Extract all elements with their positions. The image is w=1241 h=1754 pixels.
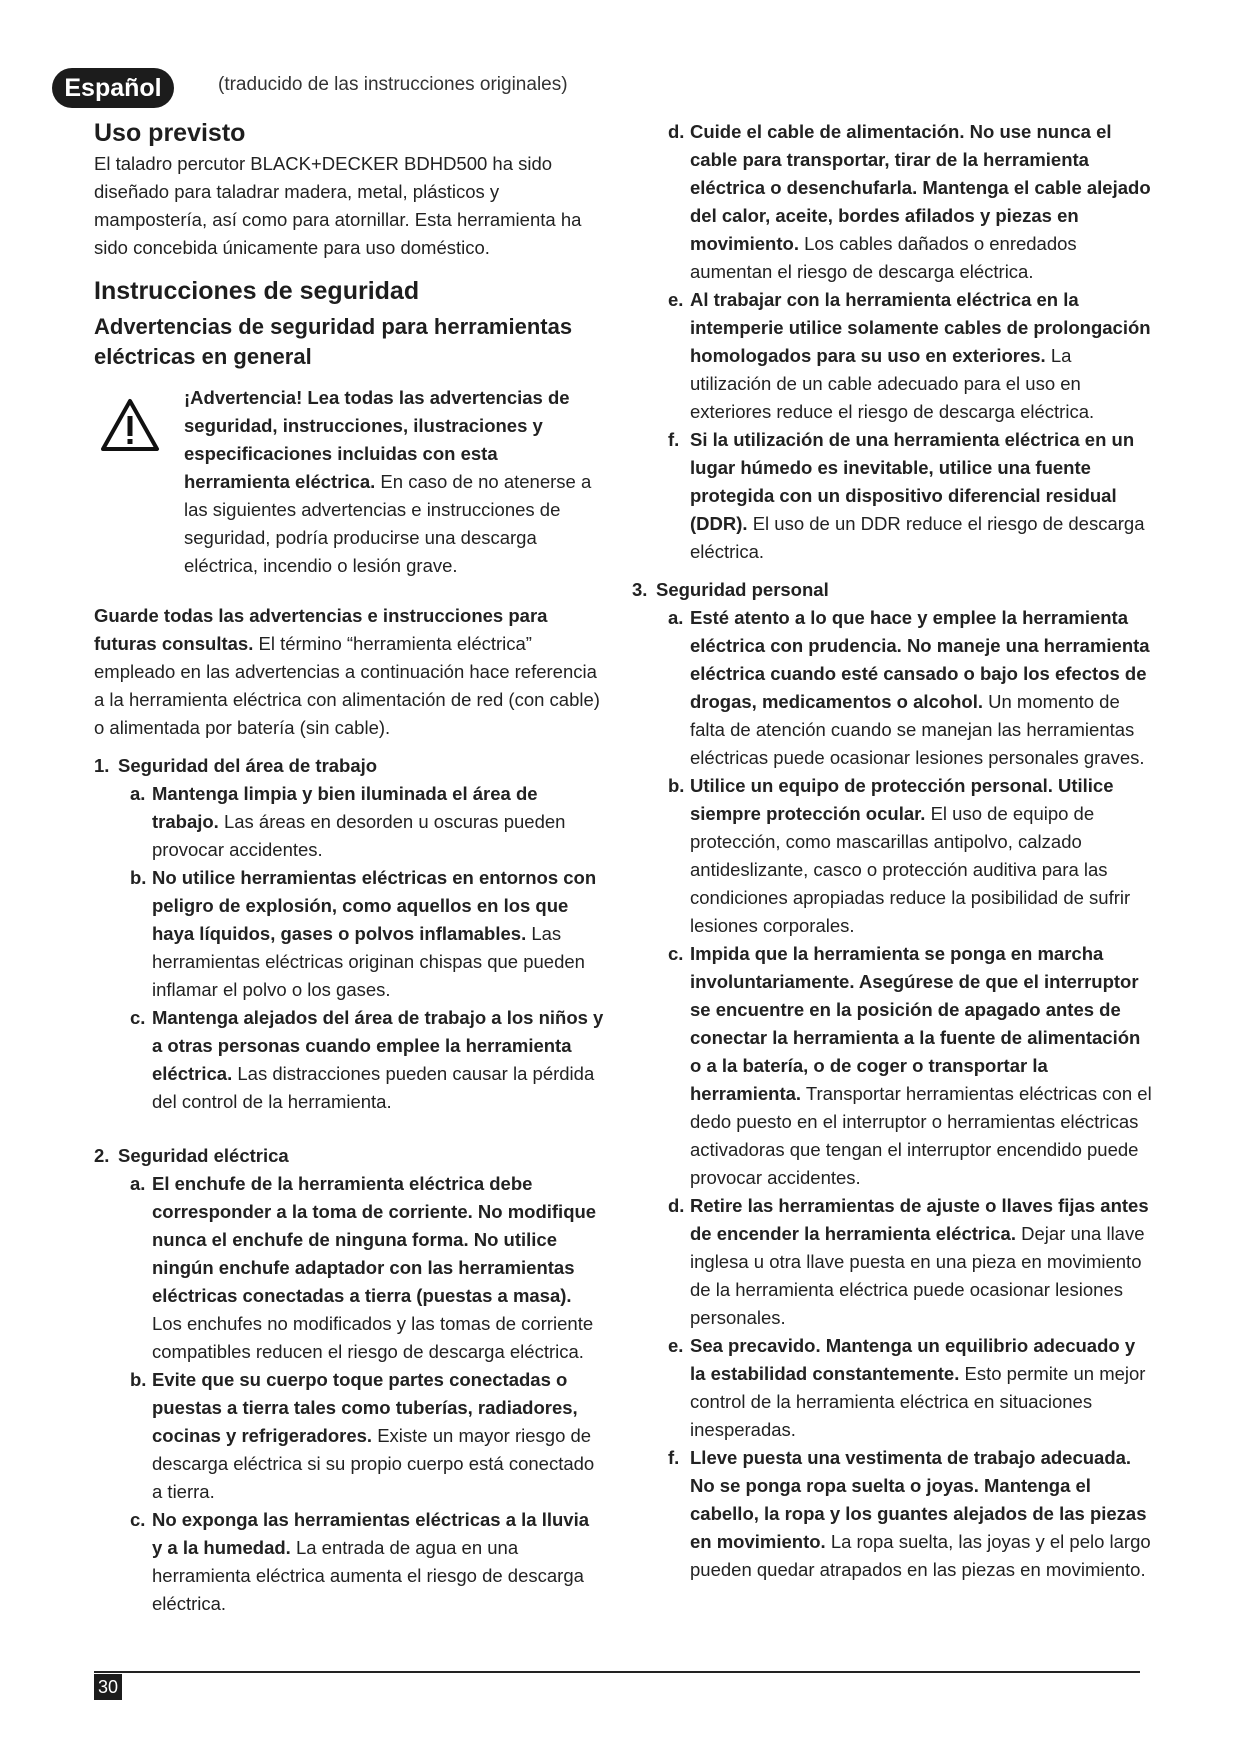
list-item	[632, 286, 1152, 426]
item-letter: d.	[668, 121, 685, 142]
item-letter: c.	[130, 1007, 146, 1028]
item-bold: Cuide el cable de alimentación. No use nunca el cable para transportar, tirar de la herramienta eléctrica o desenchufarla. Mantenga el cable alejado del calor, aceite, bordes afilados y piezas en movimiento.	[690, 121, 1151, 254]
item-bold: Impida que la herramienta se ponga en marcha involuntariamente. Asegúrese de que el interruptor se encuentre en la posición de apagado antes de conectar la herramienta a la fuente de alimentación o a la batería, o de coger o transportar la herramienta.	[690, 943, 1141, 1104]
item-bold: Lleve puesta una vestimenta de trabajo adecuada. No se ponga ropa suelta o joyas. Mantenga el cabello, la ropa y los guantes alejados de las piezas en movimiento.	[690, 1447, 1147, 1552]
section-3-heading	[632, 576, 1152, 604]
item-letter: a.	[668, 607, 684, 628]
item-letter: b.	[668, 775, 685, 796]
item-bold: No utilice herramientas eléctricas en entornos con peligro de explosión, como aquellos en los que haya líquidos, gases o polvos inflamables.	[152, 867, 597, 944]
item-letter: d.	[668, 1195, 685, 1216]
item-body: Existe un mayor riesgo de descarga eléctrica si su propio cuerpo está conectado a tierra.	[152, 1425, 595, 1502]
translation-note: (traducido de las instrucciones originales)	[218, 74, 568, 95]
item-bold: Mantenga alejados del área de trabajo a los niños y a otras personas cuando emplee la herramienta eléctrica.	[152, 1007, 604, 1084]
item-body: Las herramientas eléctricas originan chispas que pueden inflamar el polvo o los gases.	[152, 923, 585, 1000]
warning-block	[94, 384, 604, 580]
guarde-paragraph	[94, 602, 604, 742]
list-item	[632, 940, 1152, 1192]
item-body: La utilización de un cable adecuado para el uso en exteriores reduce el riesgo de descarga eléctrica.	[690, 345, 1095, 422]
section-1-heading	[94, 752, 604, 780]
item-body: La ropa suelta, las joyas y el pelo largo pueden quedar atrapados en las piezas en movimiento.	[690, 1531, 1151, 1580]
item-bold: Mantenga limpia y bien iluminada el área de trabajo.	[152, 783, 538, 832]
item-letter: b.	[130, 867, 147, 888]
item-body: Esto permite un mejor control de la herramienta eléctrica en situaciones inesperadas.	[690, 1363, 1146, 1440]
item-body: Transportar herramientas eléctricas con el dedo puesto en el interruptor o herramientas eléctricas activadoras que tengan el interruptor encendido puede provocar accidentes.	[690, 1083, 1152, 1188]
item-letter: b.	[130, 1369, 147, 1390]
warning-text	[184, 384, 594, 580]
uso-previsto-text: El taladro percutor BLACK+DECKER BDHD500 ha sido diseñado para taladrar madera, metal, plásticos y mampostería, así como para atornillar. Esta herramienta ha sido concebida únicamente para uso doméstico.	[94, 153, 582, 258]
list-item	[632, 426, 1152, 566]
list-item	[632, 604, 1152, 772]
list-item	[632, 1332, 1152, 1444]
section-1-title: Seguridad del área de trabajo	[118, 755, 378, 776]
section-2-number: 2.	[94, 1145, 110, 1166]
item-letter: f.	[668, 1447, 680, 1468]
warning-body: En caso de no atenerse a las siguientes advertencias e instrucciones de seguridad, podría producirse una descarga eléctrica, incendio o lesión grave.	[184, 471, 592, 576]
guarde-body: El término “herramienta eléctrica” empleado en las advertencias a continuación hace referencia a la herramienta eléctrica con alimentación de red (con cable) o alimentada por batería (sin cable).	[94, 633, 600, 738]
list-item	[632, 1192, 1152, 1332]
warning-bold: ¡Advertencia! Lea todas las advertencias de seguridad, instrucciones, ilustraciones y especificaciones incluidas con esta herramienta eléctrica.	[184, 387, 570, 492]
item-body: Los enchufes no modificados y las tomas de corriente compatibles reducen el riesgo de descarga eléctrica.	[152, 1313, 594, 1362]
item-bold: Si la utilización de una herramienta eléctrica en un lugar húmedo es inevitable, utilice una fuente protegida con un dispositivo diferencial residual (DDR).	[690, 429, 1135, 534]
item-letter: c.	[668, 943, 684, 964]
item-letter: f.	[668, 429, 680, 450]
page-number: 30	[94, 1674, 122, 1700]
section-3-title: Seguridad personal	[656, 579, 829, 600]
list-item	[632, 118, 1152, 286]
item-bold: Evite que su cuerpo toque partes conectadas o puestas a tierra tales como tuberías, radiadores, cocinas y refrigeradores.	[152, 1369, 578, 1446]
item-bold: Utilice un equipo de protección personal. Utilice siempre protección ocular.	[690, 775, 1114, 824]
list-item	[632, 1444, 1152, 1584]
list-item	[94, 1004, 604, 1116]
section-2-title: Seguridad eléctrica	[118, 1145, 289, 1166]
item-bold: No exponga las herramientas eléctricas a la lluvia y a la humedad.	[152, 1509, 590, 1558]
item-body: La entrada de agua en una herramienta eléctrica aumenta el riesgo de descarga eléctrica.	[152, 1537, 584, 1614]
item-bold: Retire las herramientas de ajuste o llaves fijas antes de encender la herramienta eléctrica.	[690, 1195, 1149, 1244]
general-warnings-heading: Advertencias de seguridad para herramientas eléctricas en general	[94, 314, 573, 369]
item-body: Las distracciones pueden causar la pérdida del control de la herramienta.	[152, 1063, 595, 1112]
language-badge: Español	[52, 68, 174, 108]
item-letter: c.	[130, 1509, 146, 1530]
item-letter: e.	[668, 1335, 684, 1356]
guarde-bold: Guarde todas las advertencias e instrucciones para futuras consultas.	[94, 605, 548, 654]
item-bold: Al trabajar con la herramienta eléctrica en la intemperie utilice solamente cables de prolongación homologados para su uso en exteriores.	[690, 289, 1151, 366]
item-letter: e.	[668, 289, 684, 310]
left-column	[94, 118, 604, 1618]
footer-divider	[94, 1671, 1140, 1673]
item-letter: a.	[130, 783, 146, 804]
item-letter: a.	[130, 1173, 146, 1194]
item-bold: Sea precavido. Mantenga un equilibrio adecuado y la estabilidad constantemente.	[690, 1335, 1136, 1384]
item-bold: Esté atento a lo que hace y emplee la herramienta eléctrica con prudencia. No maneje una herramienta eléctrica cuando esté cansado o bajo los efectos de drogas, medicamentos o alcohol.	[690, 607, 1150, 712]
list-item	[94, 1366, 604, 1506]
list-item	[94, 780, 604, 864]
list-item	[632, 772, 1152, 940]
item-bold: El enchufe de la herramienta eléctrica debe corresponder a la toma de corriente. No modifique nunca el enchufe de ninguna forma. No utilice ningún enchufe adaptador con las herramientas eléctricas conectadas a tierra (puestas a masa).	[152, 1173, 597, 1306]
section-1-number: 1.	[94, 755, 110, 776]
warning-triangle-icon	[100, 398, 160, 452]
list-item	[94, 1506, 604, 1618]
uso-previsto-heading: Uso previsto	[94, 119, 246, 147]
item-body: Un momento de falta de atención cuando se manejan las herramientas eléctricas puede ocasionar lesiones personales graves.	[690, 691, 1145, 768]
section-3-number: 3.	[632, 579, 648, 600]
right-column	[632, 118, 1152, 1584]
list-item	[94, 864, 604, 1004]
section-2-heading	[94, 1142, 604, 1170]
item-body: El uso de un DDR reduce el riesgo de descarga eléctrica.	[690, 513, 1145, 562]
item-body: El uso de equipo de protección, como mascarillas antipolvo, calzado antideslizante, casco o protección auditiva para las condiciones apropiadas reduce la posibilidad de sufrir lesiones corporales.	[690, 803, 1131, 936]
item-body: Las áreas en desorden u oscuras pueden provocar accidentes.	[152, 811, 566, 860]
list-item	[94, 1170, 604, 1366]
item-body: Los cables dañados o enredados aumentan el riesgo de descarga eléctrica.	[690, 233, 1077, 282]
item-body: Dejar una llave inglesa u otra llave puesta en una pieza en movimiento de la herramienta eléctrica puede ocasionar lesiones personales.	[690, 1223, 1145, 1328]
safety-instructions-heading: Instrucciones de seguridad	[94, 277, 420, 305]
